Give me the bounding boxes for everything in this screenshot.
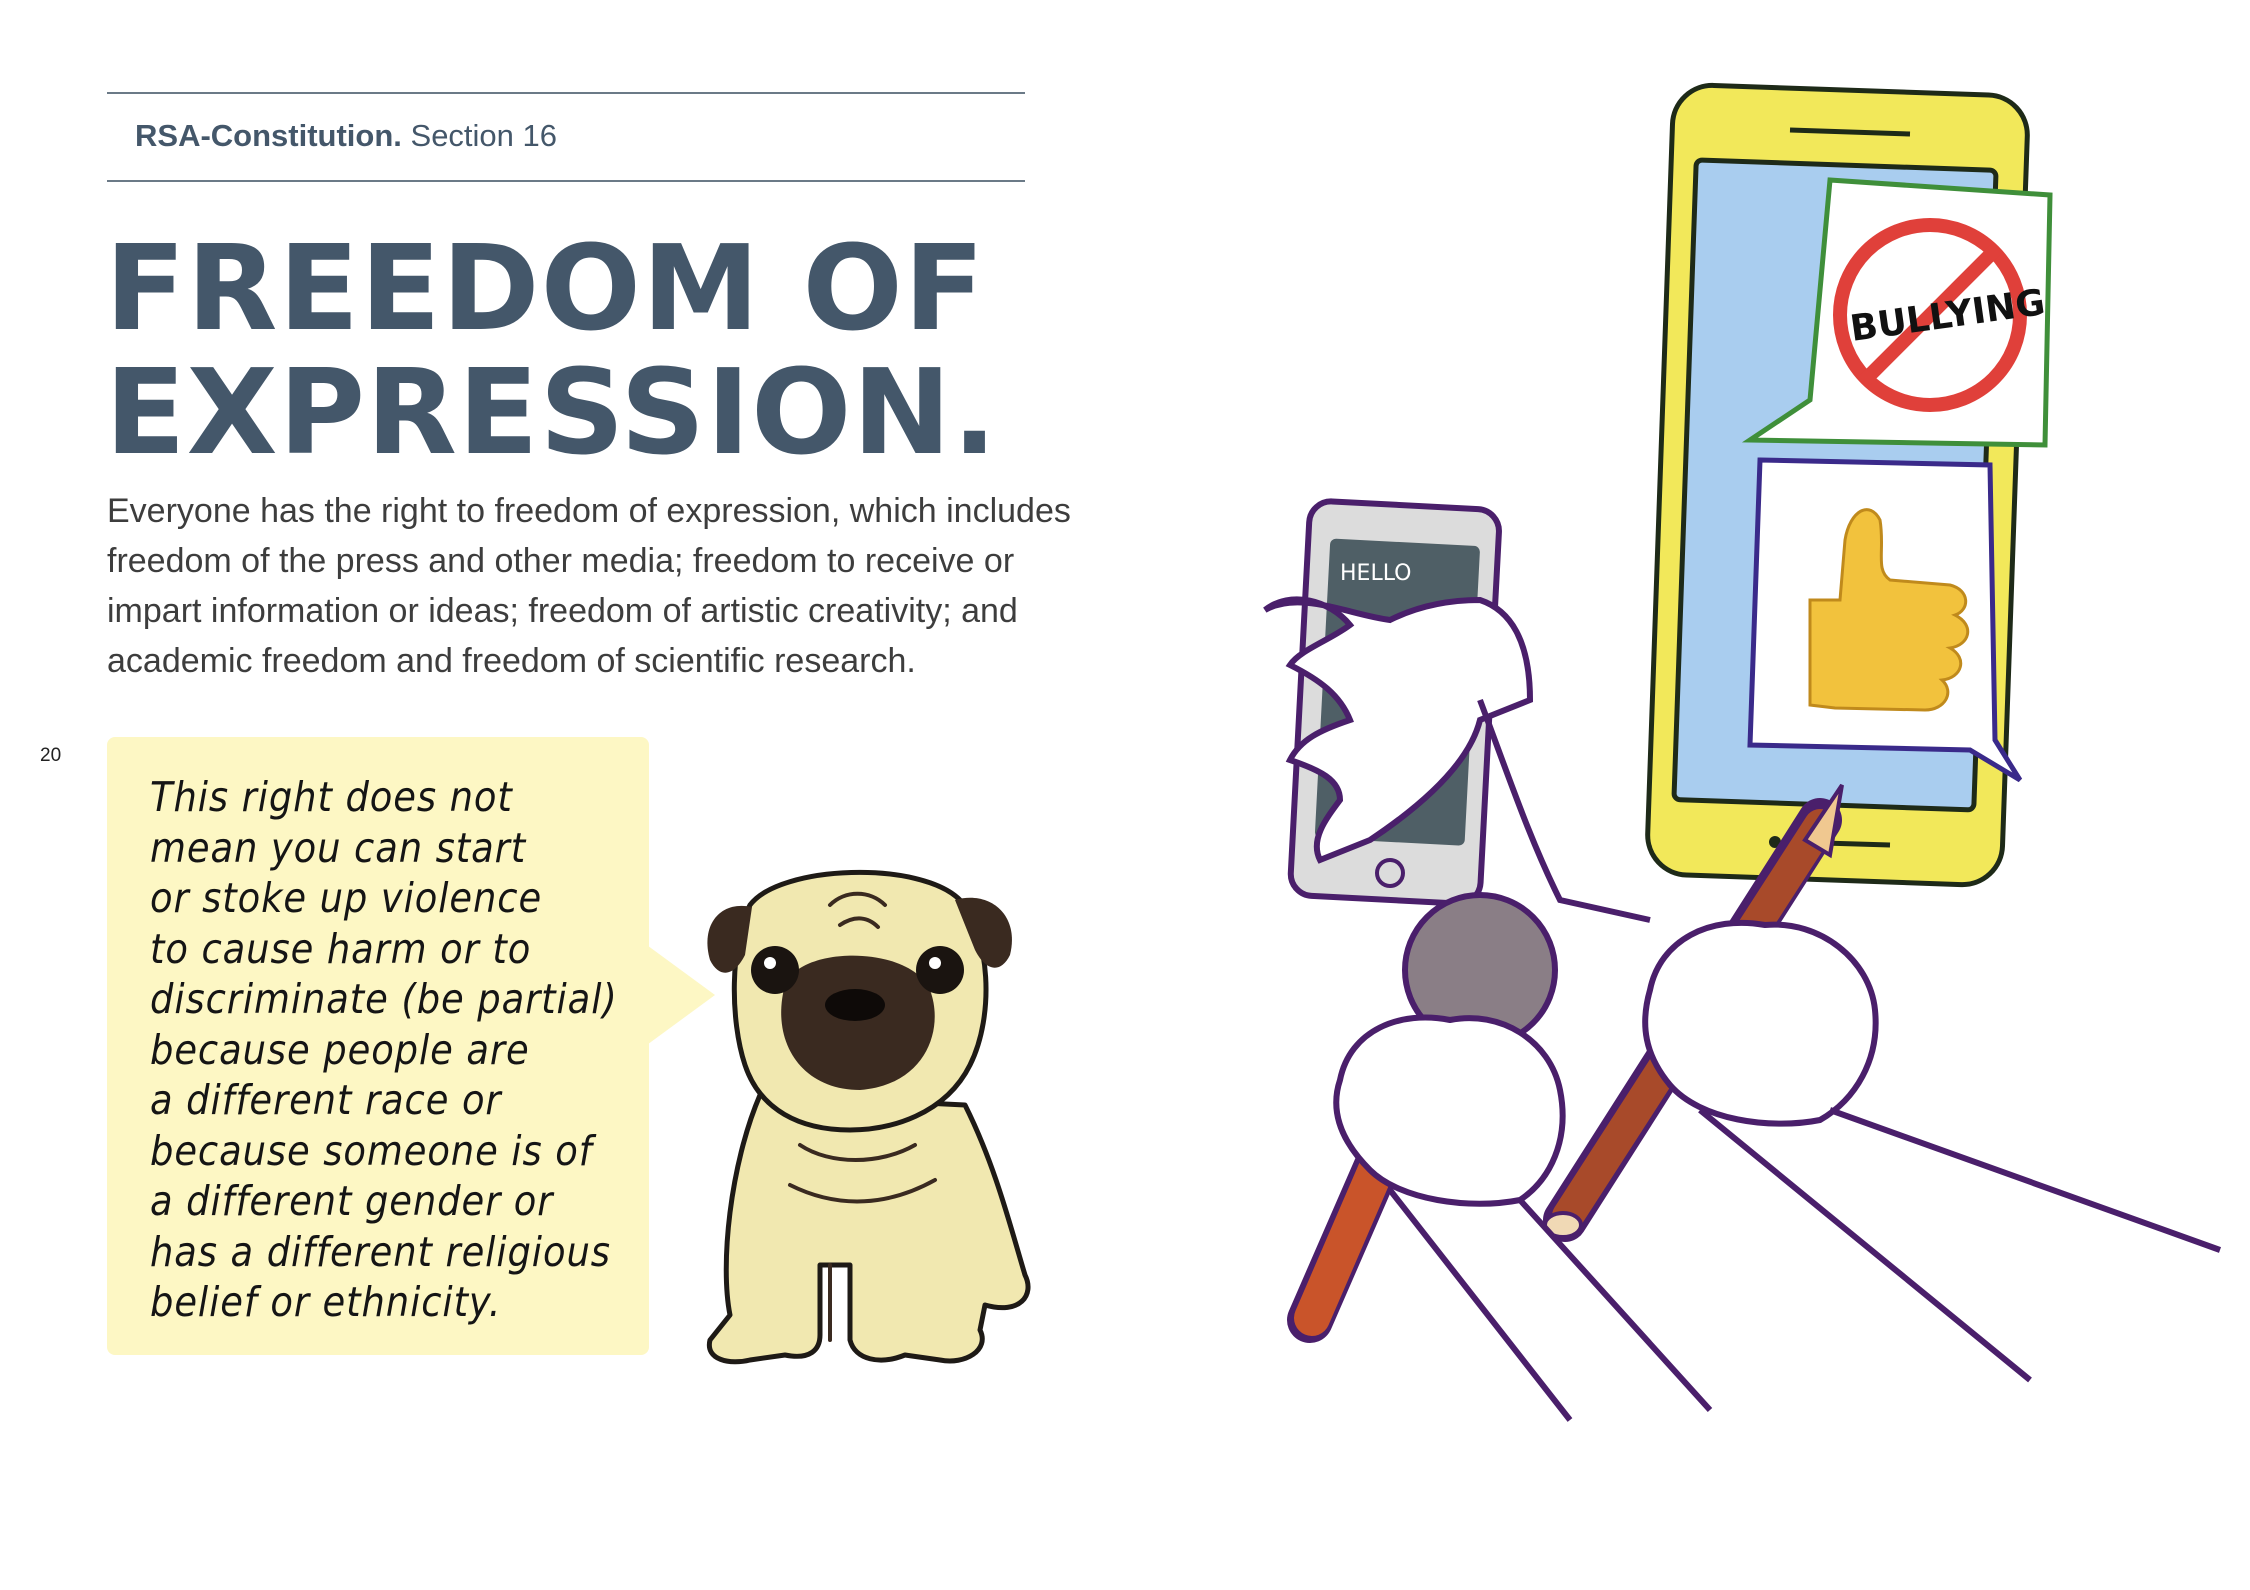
bubble-line: belief or ethnicity. xyxy=(150,1278,502,1326)
header-rule-top xyxy=(107,92,1025,94)
fist-right xyxy=(1645,923,1875,1124)
constitution-quote xyxy=(107,486,1107,686)
pug-eye-shine-right xyxy=(929,957,941,969)
bubble-line: This right does not xyxy=(150,773,513,821)
body-line-1: Everyone has the right to freedom of expression, which includes xyxy=(107,492,1071,530)
page-number: 20 xyxy=(40,745,62,766)
arm-right xyxy=(1700,1110,2220,1380)
pug-nose xyxy=(825,989,885,1021)
pug-body xyxy=(709,1095,1028,1362)
bubble-line: to cause harm or to xyxy=(150,924,532,973)
arm-to-phone xyxy=(1480,700,1650,920)
bubble-line: or stoke up violence xyxy=(150,874,543,922)
body-line-2: freedom of the press and other media; freedom to receive or xyxy=(107,542,1015,580)
bubble-line: a different gender or xyxy=(150,1177,554,1225)
body-line-3: impart information or ideas; freedom of artistic creativity; and xyxy=(107,592,1018,630)
bubble-line: discriminate (be partial) xyxy=(150,975,618,1023)
body-line-4: academic freedom and freedom of scientific research. xyxy=(107,642,916,680)
section-label-rest: Section 16 xyxy=(410,118,558,153)
bubble-line: a different race or xyxy=(150,1076,502,1124)
pug-illustration xyxy=(690,845,1070,1375)
pug-eye-right xyxy=(916,946,964,994)
hello-label: HELLO xyxy=(1340,561,1412,586)
bubble-line: mean you can start xyxy=(150,823,527,872)
bubble-line: because people are xyxy=(150,1025,530,1074)
bullying-label: BULLYING xyxy=(1847,282,2048,350)
freedom-illustration xyxy=(1230,80,2230,1520)
section-label xyxy=(135,118,557,154)
bubble-line: because someone is of xyxy=(150,1126,593,1175)
header-rule-bottom xyxy=(107,180,1025,182)
bubble-line: has a different religious xyxy=(150,1227,611,1276)
title-line-1: FREEDOM OF xyxy=(105,219,986,357)
section-label-bold: RSA-Constitution. xyxy=(135,118,402,153)
pug-eye-shine-left xyxy=(764,957,776,969)
page-title xyxy=(105,219,999,481)
speech-bubble-text xyxy=(150,772,618,1328)
pug-eye-left xyxy=(751,946,799,994)
title-line-2: EXPRESSION. xyxy=(105,343,999,481)
